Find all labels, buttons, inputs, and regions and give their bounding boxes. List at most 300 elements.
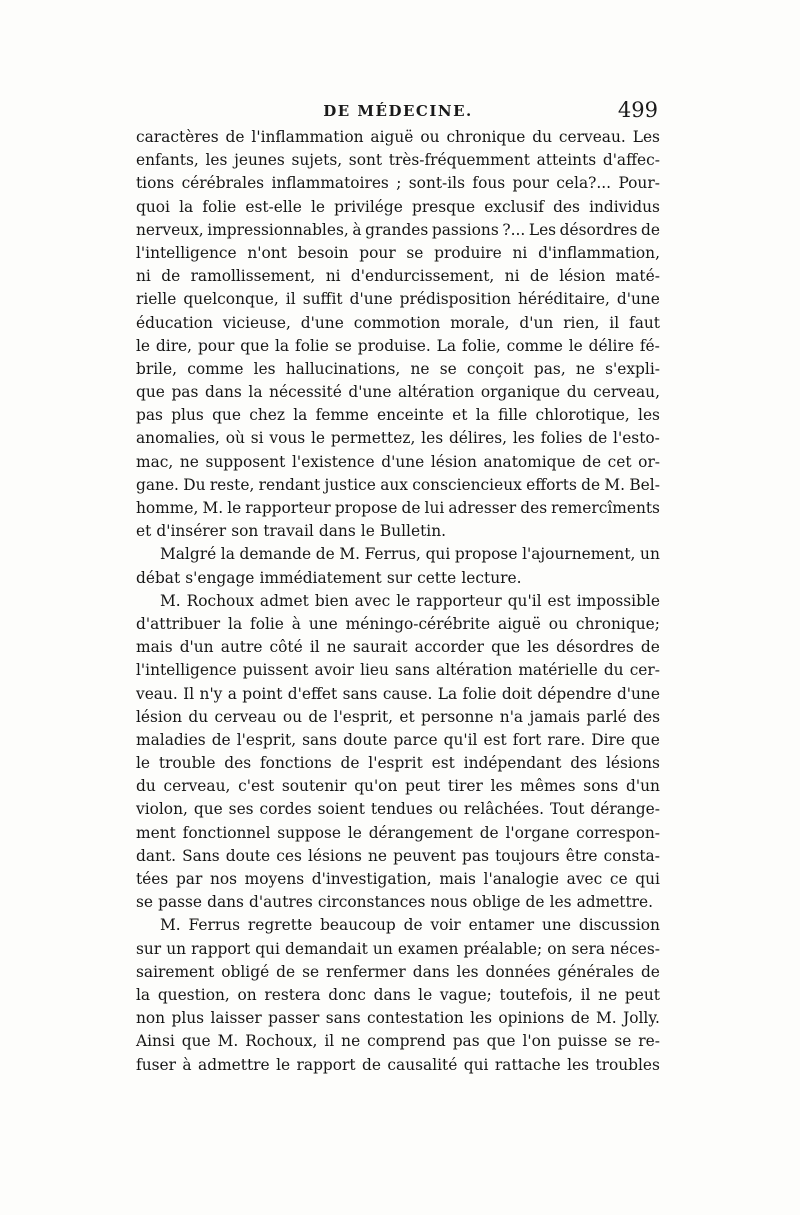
word: homme, xyxy=(136,499,199,517)
word: du xyxy=(532,128,552,146)
word: ment xyxy=(136,823,176,842)
text-line xyxy=(136,404,660,427)
word: n'a xyxy=(499,707,524,726)
word: Tout xyxy=(549,800,585,819)
word: avec xyxy=(566,870,603,888)
word: on xyxy=(547,939,567,958)
word: permettez, xyxy=(330,429,416,448)
word: la xyxy=(293,406,308,425)
word: plus xyxy=(171,1009,205,1028)
word: de xyxy=(308,707,328,726)
word: si xyxy=(250,429,264,448)
word: enceinte xyxy=(376,406,444,425)
word: ne xyxy=(410,359,430,378)
word: consta- xyxy=(603,846,660,865)
text-line xyxy=(136,196,660,219)
text-line xyxy=(136,775,660,798)
word: les xyxy=(456,962,479,981)
word: ne xyxy=(368,846,388,865)
word: le xyxy=(418,985,433,1004)
word: produise. xyxy=(357,336,431,355)
word: rapport xyxy=(296,1055,356,1074)
word: toutefois, xyxy=(499,985,573,1004)
word: suffit xyxy=(302,290,343,309)
text-line xyxy=(136,729,660,752)
word: la xyxy=(136,985,151,1004)
text-line xyxy=(136,984,660,1007)
word: violon, xyxy=(136,800,188,819)
word: dans xyxy=(318,522,356,541)
word: des xyxy=(553,197,580,216)
word: lésion xyxy=(559,267,606,286)
word: de xyxy=(640,638,660,657)
word: propose xyxy=(454,545,518,564)
word: cérébrales xyxy=(181,174,265,193)
word: impressionnables, xyxy=(207,220,349,239)
word: altération xyxy=(436,661,513,680)
word: avoir xyxy=(314,661,354,680)
word: troubles xyxy=(595,1055,660,1074)
word: lésions xyxy=(307,846,362,865)
word: Ferrus, xyxy=(364,545,421,564)
text-line xyxy=(136,891,660,914)
word: tées xyxy=(136,870,169,888)
word: cette xyxy=(417,568,457,587)
word: anatomique xyxy=(483,452,576,471)
word: immédiatement xyxy=(259,568,382,587)
word: l'intelligence xyxy=(136,243,237,262)
text-line xyxy=(136,683,660,706)
word: pas xyxy=(452,1032,480,1051)
word: suppose xyxy=(277,823,341,842)
word: opinions xyxy=(498,1009,565,1028)
word: l'ajournement, xyxy=(522,545,636,564)
word: de xyxy=(640,962,660,981)
word: M. xyxy=(339,545,360,564)
word: être xyxy=(565,846,598,865)
word: une xyxy=(308,614,338,633)
word: chronique xyxy=(446,128,526,146)
word: les xyxy=(549,893,572,912)
word: M. xyxy=(596,1009,617,1028)
word: est-elle xyxy=(245,197,302,216)
text-line xyxy=(136,474,660,497)
word: passe xyxy=(158,893,203,912)
word: que xyxy=(181,1032,211,1051)
word: cerveau, xyxy=(593,383,660,402)
word: ou xyxy=(548,614,568,633)
word: on xyxy=(237,985,257,1004)
word: efforts xyxy=(526,475,577,494)
word: d'affec- xyxy=(602,151,660,170)
word: tendues xyxy=(370,800,433,819)
word: bien xyxy=(314,591,349,610)
word: il xyxy=(609,313,620,332)
word: d'autres xyxy=(249,893,313,912)
word: de xyxy=(403,916,423,935)
word: qu'on xyxy=(354,777,398,796)
word: sairement xyxy=(136,962,215,981)
word: sur xyxy=(386,568,412,587)
word: grandes xyxy=(365,220,429,239)
word: c'est xyxy=(238,777,275,796)
word: que xyxy=(212,406,241,425)
text-line xyxy=(136,914,660,937)
word: de xyxy=(211,730,231,749)
word: remercîments xyxy=(551,499,660,517)
word: justice xyxy=(324,475,376,494)
word: l'on xyxy=(522,1032,551,1051)
word: folie, xyxy=(461,336,501,355)
word: dans xyxy=(412,962,450,981)
word: nous xyxy=(430,893,468,912)
word: se xyxy=(614,1032,632,1051)
text-line xyxy=(136,288,660,311)
word: générales xyxy=(557,962,634,981)
word: folie xyxy=(202,197,237,216)
word: du xyxy=(566,383,587,402)
word: a xyxy=(227,684,237,703)
word: or- xyxy=(638,452,660,471)
word: nos xyxy=(209,870,238,888)
word: relâchées. xyxy=(463,800,545,819)
word: inflammatoires xyxy=(271,174,389,193)
word: les xyxy=(527,638,549,657)
word: chlorotique, xyxy=(535,406,630,425)
word: Malgré xyxy=(160,545,217,564)
word: quoi xyxy=(136,197,170,216)
word: mais xyxy=(439,870,476,888)
word: et xyxy=(136,522,152,541)
word: impossible xyxy=(576,591,660,610)
word: laisser xyxy=(210,1009,262,1028)
word: du xyxy=(188,707,209,726)
word: de xyxy=(276,962,296,981)
word: il xyxy=(309,638,320,657)
word: d'endurcissement, xyxy=(350,267,495,286)
word: M. xyxy=(160,591,181,610)
word: caractères xyxy=(136,128,219,146)
word: se xyxy=(334,336,352,355)
word: est xyxy=(431,754,455,773)
word: Du xyxy=(183,475,206,494)
word: qui xyxy=(255,939,280,958)
word: saurait xyxy=(352,638,408,657)
word: mac, xyxy=(136,452,174,471)
word: fous xyxy=(472,174,506,193)
word: cause. xyxy=(382,684,433,703)
word: rien, xyxy=(563,313,600,332)
word: peuvent xyxy=(393,846,456,865)
word: accorder xyxy=(414,638,484,657)
word: qu'il xyxy=(507,591,542,610)
word: débat xyxy=(136,568,181,587)
word: reste, xyxy=(209,475,255,494)
word: lieu xyxy=(360,661,389,680)
word: le xyxy=(360,522,375,541)
word: sont xyxy=(348,151,383,170)
word: sont-ils xyxy=(408,174,465,193)
text-line xyxy=(136,659,660,682)
word: tirer xyxy=(447,777,483,796)
word: discussion xyxy=(578,916,660,935)
word: gane. xyxy=(136,475,179,494)
word: jamais xyxy=(529,707,580,726)
word: privilége xyxy=(334,197,403,216)
word: l'esprit, xyxy=(236,730,297,749)
word: l'analogie xyxy=(483,870,560,888)
word: délires, xyxy=(448,429,507,448)
word: lésions xyxy=(605,754,660,773)
word: l'existence xyxy=(291,452,375,471)
word: sons xyxy=(583,777,619,796)
word: le xyxy=(310,197,325,216)
text-line xyxy=(136,149,660,172)
word: donc xyxy=(328,985,366,1004)
word: une xyxy=(542,916,571,935)
word: l'intelligence xyxy=(136,661,237,680)
word: comme xyxy=(187,359,244,378)
word: Les xyxy=(632,128,660,146)
word: dant. xyxy=(136,846,177,865)
text-line xyxy=(136,636,660,659)
word: rapport xyxy=(191,939,251,958)
word: M. xyxy=(202,499,224,517)
word: admettre xyxy=(198,1055,270,1074)
word: parlé xyxy=(586,707,627,726)
word: avec xyxy=(354,591,391,610)
word: désordres xyxy=(556,638,634,657)
word: oblige xyxy=(472,893,521,912)
word: les xyxy=(512,429,535,448)
word: correspon- xyxy=(576,823,660,842)
word: pour xyxy=(359,243,396,262)
word: Dire xyxy=(591,730,625,749)
word: des xyxy=(633,707,660,726)
word: adresser xyxy=(448,499,517,517)
word: de xyxy=(225,128,245,146)
word: maté- xyxy=(615,267,660,286)
word: se xyxy=(136,893,154,912)
word: par xyxy=(175,870,203,888)
word: Il xyxy=(183,684,195,703)
body-text xyxy=(136,126,660,1077)
text-line xyxy=(136,543,660,566)
text-line xyxy=(136,752,660,775)
word: La xyxy=(437,684,458,703)
word: fuser xyxy=(136,1055,176,1074)
word: que xyxy=(491,638,520,657)
word: sans xyxy=(395,661,430,680)
word: trouble xyxy=(158,754,216,773)
word: Rochoux, xyxy=(245,1032,318,1051)
word: jeunes xyxy=(234,151,285,170)
word: chronique; xyxy=(575,614,660,633)
word: quelconque, xyxy=(183,290,279,309)
word: soutenir xyxy=(281,777,347,796)
text-line xyxy=(136,613,660,636)
word: vague; xyxy=(439,985,492,1004)
word: d'investigation, xyxy=(311,870,432,888)
text-line xyxy=(136,961,660,984)
word: où xyxy=(225,429,245,448)
text-line xyxy=(136,242,660,265)
word: les xyxy=(490,777,513,796)
word: et xyxy=(452,406,468,425)
word: un xyxy=(640,545,660,564)
text-line xyxy=(136,798,660,821)
word: d'un xyxy=(519,313,554,332)
word: la xyxy=(248,383,263,402)
word: la xyxy=(275,336,290,355)
word: de xyxy=(529,267,549,286)
word: à xyxy=(291,614,301,633)
word: un xyxy=(372,939,393,958)
word: lui xyxy=(424,499,445,517)
word: M. xyxy=(160,916,181,935)
word: hallucinations, xyxy=(285,359,401,378)
word: rare. xyxy=(547,730,586,749)
text-line xyxy=(136,451,660,474)
word: pas xyxy=(136,406,163,425)
word: pas xyxy=(462,846,489,865)
word: les xyxy=(470,1009,492,1028)
text-line xyxy=(136,497,660,520)
word: cerveau, xyxy=(163,777,231,796)
word: ou xyxy=(282,707,302,726)
word: demande xyxy=(239,545,312,564)
word: femme xyxy=(315,406,369,425)
text-line xyxy=(136,427,660,450)
word: La xyxy=(436,336,457,355)
text-line xyxy=(136,938,660,961)
word: le xyxy=(568,336,583,355)
word: dire, xyxy=(155,336,193,355)
text-line xyxy=(136,706,660,729)
word: conçoit xyxy=(466,359,524,378)
word: la xyxy=(475,406,490,425)
word: rattache xyxy=(494,1055,561,1074)
word: d'une xyxy=(616,684,660,703)
word: cet xyxy=(607,452,632,471)
word: ne xyxy=(575,359,595,378)
word: d'attribuer xyxy=(136,614,221,633)
word: que xyxy=(193,800,223,819)
word: matérielle xyxy=(518,661,598,680)
word: les xyxy=(421,429,444,448)
word: voir xyxy=(430,916,461,935)
text-line xyxy=(136,567,660,590)
word: tions xyxy=(136,174,175,193)
word: faut xyxy=(629,313,660,332)
page-number: 499 xyxy=(617,98,658,122)
text-line xyxy=(136,358,660,381)
word: et xyxy=(399,707,415,726)
word: nécessité xyxy=(269,383,342,402)
word: Rochoux xyxy=(186,591,254,610)
text-line xyxy=(136,845,660,868)
word: cela?... xyxy=(556,174,612,193)
word: nerveux, xyxy=(136,220,204,239)
word: de xyxy=(161,267,181,286)
word: se xyxy=(302,962,320,981)
word: rielle xyxy=(136,290,177,309)
word: question, xyxy=(157,985,230,1004)
word: du xyxy=(603,661,624,680)
word: héréditaire, xyxy=(517,290,610,309)
word: doit xyxy=(501,684,533,703)
word: que xyxy=(486,1032,516,1051)
word: sujets, xyxy=(291,151,343,170)
word: dérange- xyxy=(590,800,660,819)
word: atteints xyxy=(536,151,597,170)
word: plus xyxy=(171,406,204,425)
word: méningo-cérébrite xyxy=(345,614,491,633)
word: demandait xyxy=(285,939,368,958)
word: veau. xyxy=(136,684,178,703)
word: admet xyxy=(259,591,309,610)
word: regrette xyxy=(247,916,313,935)
word: indépendant xyxy=(463,754,562,773)
word: entamer xyxy=(468,916,535,935)
text-line xyxy=(136,1007,660,1030)
word: moyens xyxy=(244,870,305,888)
word: de xyxy=(570,1009,590,1028)
word: d'une xyxy=(300,313,344,332)
word: la xyxy=(220,545,235,564)
word: chez xyxy=(249,406,285,425)
word: préalable; xyxy=(463,939,543,958)
word: passions xyxy=(431,220,499,239)
word: d'une xyxy=(381,452,425,471)
word: de xyxy=(401,499,421,517)
word: de xyxy=(588,429,608,448)
word: d'une xyxy=(348,383,392,402)
word: ni xyxy=(504,267,520,286)
text-line xyxy=(136,312,660,335)
word: d'inflammation, xyxy=(538,243,660,262)
word: ses xyxy=(228,800,254,819)
word: délire xyxy=(588,336,634,355)
word: aiguë xyxy=(370,128,414,146)
word: lésion xyxy=(430,452,477,471)
word: n'y xyxy=(199,684,223,703)
word: fort xyxy=(512,730,542,749)
text-line xyxy=(136,265,660,288)
word: l'esprit, xyxy=(333,707,394,726)
word: le xyxy=(396,591,411,610)
word: ne xyxy=(341,1032,361,1051)
word: est xyxy=(483,730,507,749)
word: puisse xyxy=(557,1032,608,1051)
word: il xyxy=(285,290,296,309)
word: Pour- xyxy=(618,174,660,193)
word: non xyxy=(136,1009,166,1028)
word: comprend xyxy=(367,1032,446,1051)
word: exclusif xyxy=(484,197,544,216)
word: sera xyxy=(571,939,606,958)
word: s'expli- xyxy=(605,359,660,378)
word: presque xyxy=(411,197,476,216)
word: que xyxy=(631,730,660,749)
word: un xyxy=(166,939,187,958)
word: consciencieux xyxy=(412,475,522,494)
word: lésion xyxy=(136,707,183,726)
word: M. xyxy=(604,475,626,494)
word: Sans xyxy=(182,846,220,865)
word: dérangement xyxy=(368,823,473,842)
word: ne xyxy=(179,452,199,471)
